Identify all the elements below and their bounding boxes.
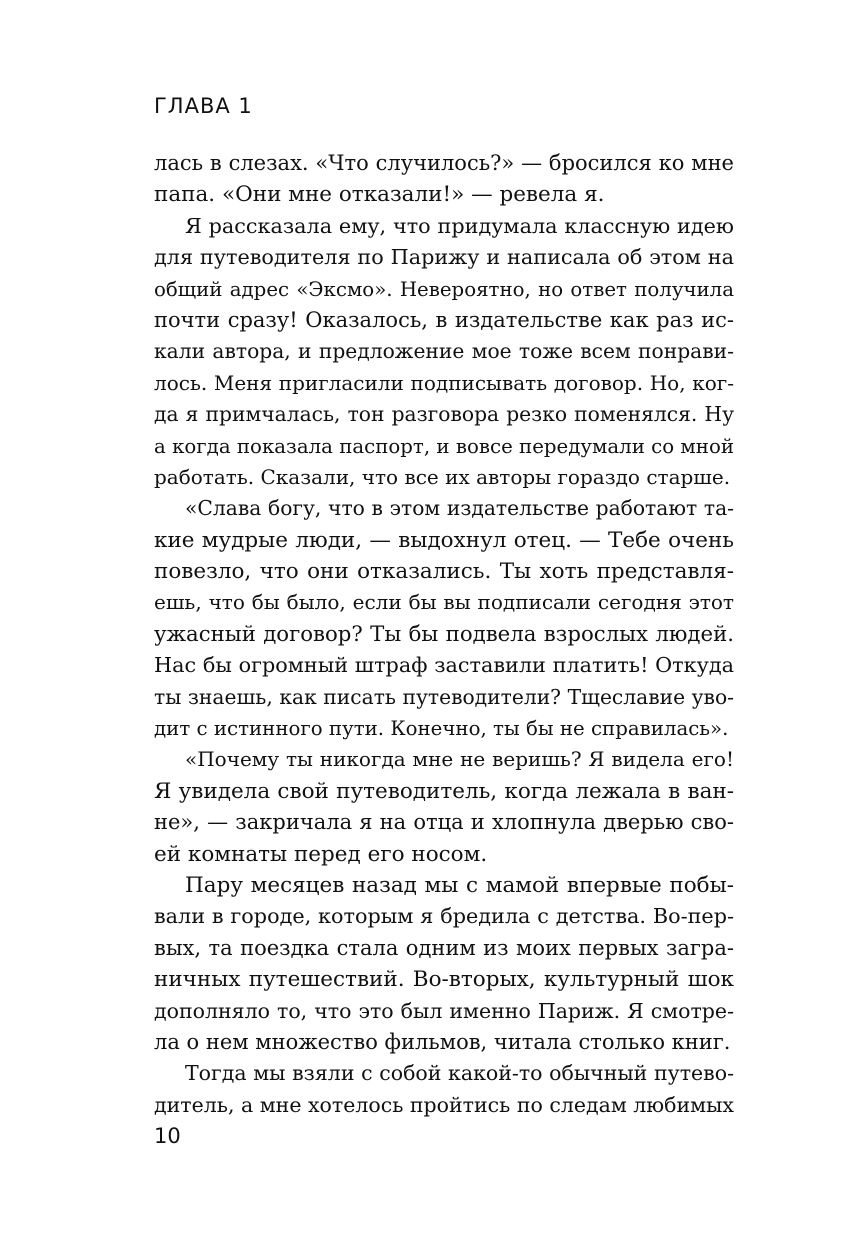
text-line: для путеводителя по Парижу и написала об этом на	[154, 245, 734, 270]
page-number: 10	[154, 1124, 181, 1148]
text-line: папа. «Они мне отказали!» — ревела я.	[154, 182, 605, 208]
text-line: ничных путешествий. Во-вторых, культурный шок	[154, 967, 734, 993]
text-line: Я увидела свой путеводитель, когда лежала в ван-	[154, 778, 734, 804]
text-line: кали автора, и предложение мое тоже всем понрави-	[154, 339, 734, 364]
text-line: дополняло то, что это был именно Париж. Я смотре-	[154, 998, 734, 1023]
text-line: повезло, что они отказались. Ты хоть представля-	[154, 559, 734, 585]
text-line: работать. Сказали, что все их авторы гораздо старше.	[154, 464, 731, 489]
text-line: а когда показала паспорт, и вовсе передумали со мной	[154, 434, 734, 458]
page-body	[154, 148, 734, 1121]
text-line: Тогда мы взяли с собой какой-то обычный путево-	[185, 1061, 734, 1086]
text-line: Нас бы огромный штраф заставили платить! Откуда	[154, 653, 734, 678]
text-line: не», — закричала я на отца и хлопнула дверью сво-	[154, 810, 734, 835]
text-line: Я рассказала ему, что придумала классную идею	[185, 213, 734, 238]
text-line: ей комнаты перед его носом.	[154, 841, 488, 867]
text-line: да я примчалась, тон разговора резко поменялся. Ну	[154, 402, 734, 427]
text-line: дитель, а мне хотелось пройтись по следам любимых	[154, 1092, 734, 1117]
text-line: «Почему ты никогда мне не веришь? Я видела его!	[185, 747, 734, 772]
text-line: лась в слезах. «Что случилось?» — бросился ко мне	[154, 151, 734, 175]
text-line: вали в городе, которым я бредила с детства. Во-пер-	[154, 904, 734, 929]
chapter-heading: ГЛАВА 1	[154, 94, 253, 118]
text-line: кие мудрые люди, — выдохнул отец. — Тебе очень	[154, 527, 734, 553]
text-line: вых, та поездка стала одним из моих первых загра-	[154, 935, 734, 960]
text-line: «Слава богу, что в этом издательстве работают та-	[185, 496, 734, 521]
text-line: лось. Меня пригласили подписывать договор. Но, ког-	[154, 370, 734, 395]
text-line: ешь, что бы было, если бы вы подписали сегодня этот	[154, 590, 734, 615]
text-line: ужасный договор? Ты бы подвела взрослых людей.	[154, 621, 734, 647]
text-line: ты знаешь, как писать путеводители? Тщеславие уво-	[154, 684, 734, 709]
text-line: Пару месяцев назад мы с мамой впервые побы-	[185, 872, 734, 898]
text-line: ла о нем множество фильмов, читала столько книг.	[154, 1029, 731, 1054]
text-line: дит с истинного пути. Конечно, ты бы не справилась».	[154, 717, 729, 741]
text-line: почти сразу! Оказалось, в издательстве как раз ис-	[154, 307, 734, 332]
text-line: общий адрес «Эксмо». Невероятно, но ответ получила	[154, 277, 734, 301]
